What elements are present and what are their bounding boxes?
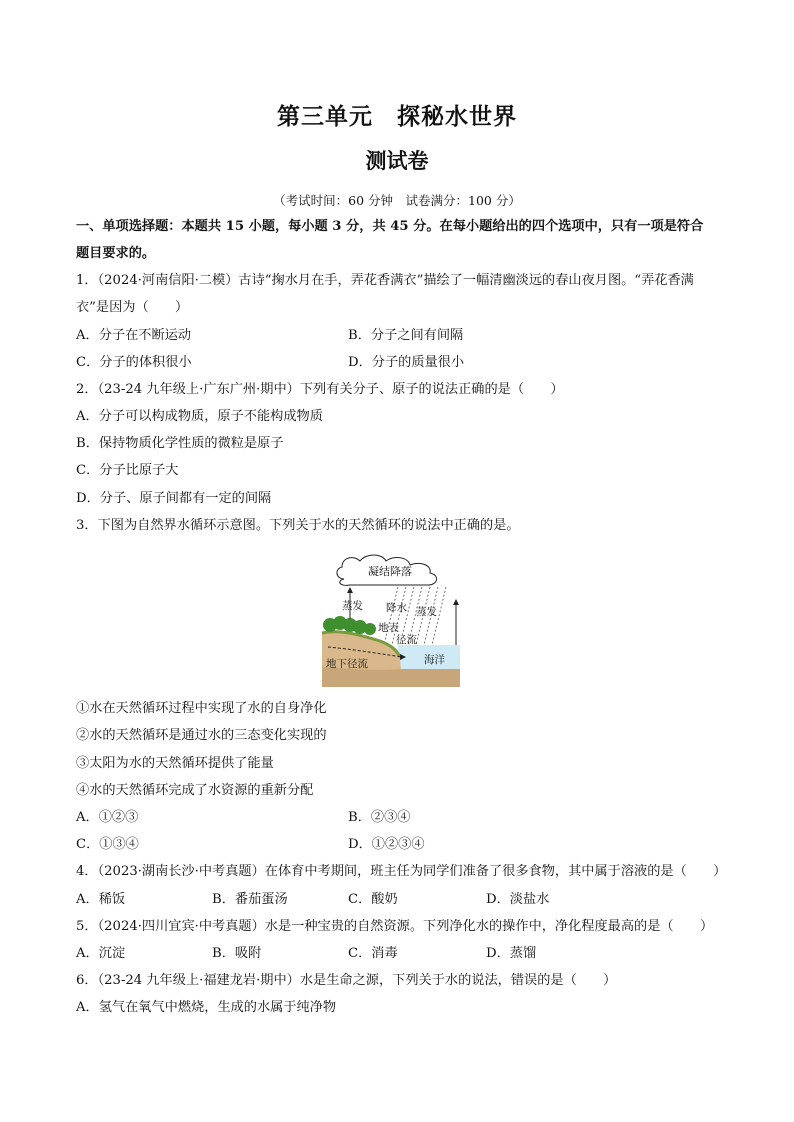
rain-label: 降水 [386,602,407,614]
q5-option-b: B．吸附 [212,946,262,961]
q3-statement-3: ③太阳为水的天然循环提供了能量 [76,756,274,771]
section-heading: 一、单项选择题：本题共 15 小题，每小题 3 分，共 45 分。在每小题给出的四个选项中，只有一项是符合 [76,219,704,234]
q6-stem: 6．（23-24 九年级上·福建龙岩·期中）水是生命之源，下列关于水的说法，错误的是（ ） [76,973,617,988]
q1-option-a: A．分子在不断运动 [76,328,192,343]
exam-meta: （考试时间：60 分钟 试卷满分：100 分） [273,193,521,208]
q3-stem: 3．下图为自然界水循环示意图。下列关于水的天然循环的说法中正确的是。 [76,518,520,533]
q2-stem: 2．（23-24 九年级上·广东广州·期中）下列有关分子、原子的说法正确的是（ ） [76,382,564,397]
q1-option-c: C．分子的体积很小 [76,355,192,370]
q2-option-a: A．分子可以构成物质，原子不能构成物质 [76,409,323,424]
q3-statement-2: ②水的天然循环是通过水的三态变化实现的 [76,728,327,743]
section-heading-cont: 题目要求的。 [76,246,156,261]
page-subtitle: 测试卷 [365,149,429,173]
ocean-label: 海洋 [424,654,445,666]
underground-label: 地下径流 [326,658,368,670]
q5-stem: 5．（2024·四川宜宾·中考真题）水是一种宝贵的自然资源。下列净化水的操作中，净化程度最高的是（ ） [76,919,714,934]
q2-option-c: C．分子比原子大 [76,463,179,478]
q1-option-b: B．分子之间有间隔 [348,328,464,343]
evap-left-label: 蒸发 [342,600,363,612]
water-cycle-diagram [320,553,462,687]
runoff-label: 径流 [396,634,417,646]
evap-right-label: 蒸发 [416,606,437,618]
q3-option-a: A．①②③ [76,810,139,825]
q4-option-b: B．番茄蛋汤 [212,892,288,907]
q2-option-d: D．分子、原子间都有一定的间隔 [76,491,272,506]
page-title: 第三单元 探秘水世界 [277,104,517,130]
q6-option-a: A．氢气在氧气中燃烧，生成的水属于纯净物 [76,1000,337,1015]
q3-statement-1: ①水在天然循环过程中实现了水的自身净化 [76,701,327,716]
q2-option-b: B．保持物质化学性质的微粒是原子 [76,436,284,451]
q3-option-d: D．①②③④ [348,837,425,852]
q4-option-d: D．淡盐水 [486,892,550,907]
q5-option-a: A．沉淀 [76,946,126,961]
q4-option-a: A．稀饭 [76,892,126,907]
q1-option-d: D．分子的质量很小 [348,355,465,370]
land-lower [322,667,460,687]
q3-option-b: B．②③④ [348,810,411,825]
q4-stem: 4．（2023·湖南长沙·中考真题）在体育中考期间，班主任为同学们准备了很多食物，其中属于溶液的是（ ） [76,864,727,879]
q5-option-c: C．消毒 [348,946,398,961]
q3-option-c: C．①③④ [76,837,139,852]
q4-option-c: C．酸奶 [348,892,398,907]
q3-statement-4: ④水的天然循环完成了水资源的重新分配 [76,783,314,798]
q5-option-d: D．蒸馏 [486,946,537,961]
q1-stem-cont: 衣”是因为（ ） [76,300,189,315]
surface-label: 地表 [378,622,399,634]
q1-stem: 1．（2024·河南信阳·二模）古诗“掬水月在手，弄花香满衣”描绘了一幅清幽淡远的春山夜月图。“弄花香满 [76,273,694,288]
cloud-label: 凝结降落 [368,565,412,578]
